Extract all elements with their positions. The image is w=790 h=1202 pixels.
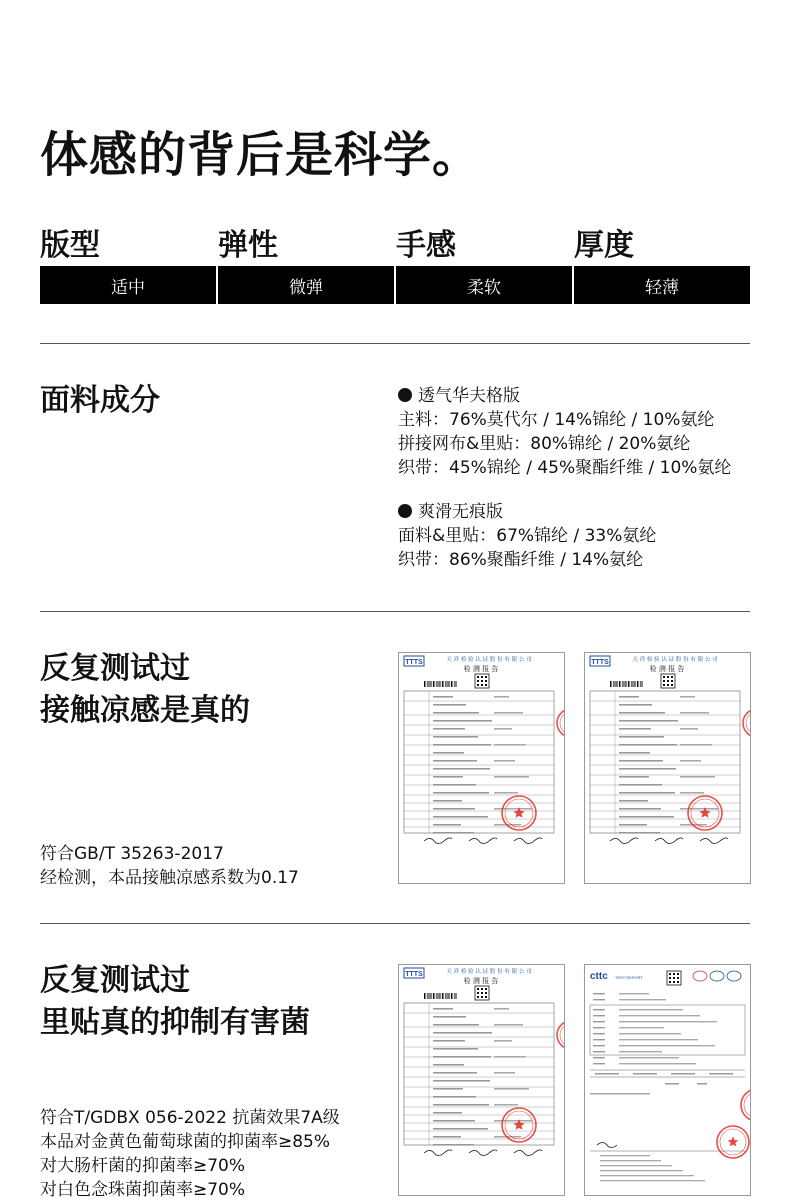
qr-code-icon: [667, 971, 681, 985]
qr-code-icon: [475, 986, 489, 1000]
attr-value-fit: 适中: [40, 266, 216, 304]
page-title: 体感的背后是科学。: [40, 127, 482, 183]
report-title: 检 测 报 告: [463, 665, 499, 673]
fabric-line: 织带：45%锦纶 / 45%聚酯纤维 / 10%氨纶: [398, 458, 732, 478]
ttts-logo-icon: [404, 656, 424, 666]
ttts-logo-icon: [404, 968, 424, 978]
fabric-line: 织带：86%聚酯纤维 / 14%氨纶: [398, 550, 644, 570]
fabric-line: 面料&里贴：67%锦纶 / 33%氨纶: [398, 526, 657, 546]
attr-label-elasticity: 弹性: [218, 228, 278, 263]
red-seal-stamp: [717, 1126, 749, 1158]
bullet-icon: [398, 504, 412, 518]
svg-text:cttc: cttc: [590, 971, 608, 982]
cttc-logo-icon: [590, 971, 643, 982]
fabric-version-name: 透气华夫格版: [398, 384, 731, 408]
fabric-version-seamless: [398, 500, 656, 572]
red-seal-stamp: [557, 709, 564, 737]
antibacterial-notes: 符合T/GDBX 056-2022 抗菌效果7A级 本品对金黄色葡萄球菌的抑菌率≥85% 对大肠杆菌的抑菌率≥70% 对白色念珠菌抑菌率≥70%: [40, 1108, 340, 1200]
red-seal-stamp: [741, 1089, 750, 1121]
report-title: 检 测 报 告: [463, 977, 499, 985]
svg-text:TEST REPORT: TEST REPORT: [615, 975, 643, 980]
fabric-line: 拼接网布&里贴：80%锦纶 / 20%氨纶: [398, 434, 691, 454]
svg-text:TTTS: TTTS: [405, 971, 423, 978]
fabric-line: 主料：76%莫代尔 / 14%锦纶 / 10%氨纶: [398, 410, 715, 430]
report-company-name: 天 祥 检 验 认 证 股 份 有 限 公 司: [446, 657, 532, 663]
svg-text:TTTS: TTTS: [591, 659, 609, 666]
certification-marks-icon: [693, 971, 741, 981]
attr-label-feel: 手感: [396, 228, 456, 263]
test-report-image: [584, 964, 751, 1196]
barcode-icon: [424, 993, 457, 999]
attr-value-elasticity: 微弹: [218, 266, 394, 304]
report-company-name: 天 祥 检 验 认 证 股 份 有 限 公 司: [446, 969, 532, 975]
fabric-section-title: 面料成分: [40, 383, 160, 418]
fabric-version-waffle: [398, 384, 731, 480]
red-seal-stamp: [743, 709, 750, 737]
ttts-logo-icon: [590, 656, 610, 666]
cooling-notes: 符合GB/T 35263-2017 经检测，本品接触凉感系数为0.17: [40, 844, 299, 888]
test-report-image: [584, 652, 751, 884]
attr-value-feel: 柔软: [396, 266, 572, 304]
svg-text:TTTS: TTTS: [405, 659, 423, 666]
divider: [40, 343, 750, 344]
barcode-icon: [424, 681, 457, 687]
divider: [40, 611, 750, 612]
barcode-icon: [610, 681, 643, 687]
report-company-name: 天 祥 检 验 认 证 股 份 有 限 公 司: [632, 657, 718, 663]
qr-code-icon: [475, 674, 489, 688]
bullet-icon: [398, 388, 412, 402]
cooling-section-title: 反复测试过 接触凉感是真的: [40, 651, 250, 728]
attr-value-thickness: 轻薄: [574, 266, 750, 304]
divider: [40, 923, 750, 924]
test-report-image: [398, 652, 565, 884]
fabric-version-name: 爽滑无痕版: [398, 500, 656, 524]
qr-code-icon: [661, 674, 675, 688]
antibacterial-section-title: 反复测试过 里贴真的抑制有害菌: [40, 963, 310, 1040]
attr-label-thickness: 厚度: [574, 228, 634, 263]
attr-label-fit: 版型: [40, 228, 100, 263]
report-title: 检 测 报 告: [649, 665, 685, 673]
red-seal-stamp: [557, 1021, 564, 1049]
test-report-image: [398, 964, 565, 1196]
